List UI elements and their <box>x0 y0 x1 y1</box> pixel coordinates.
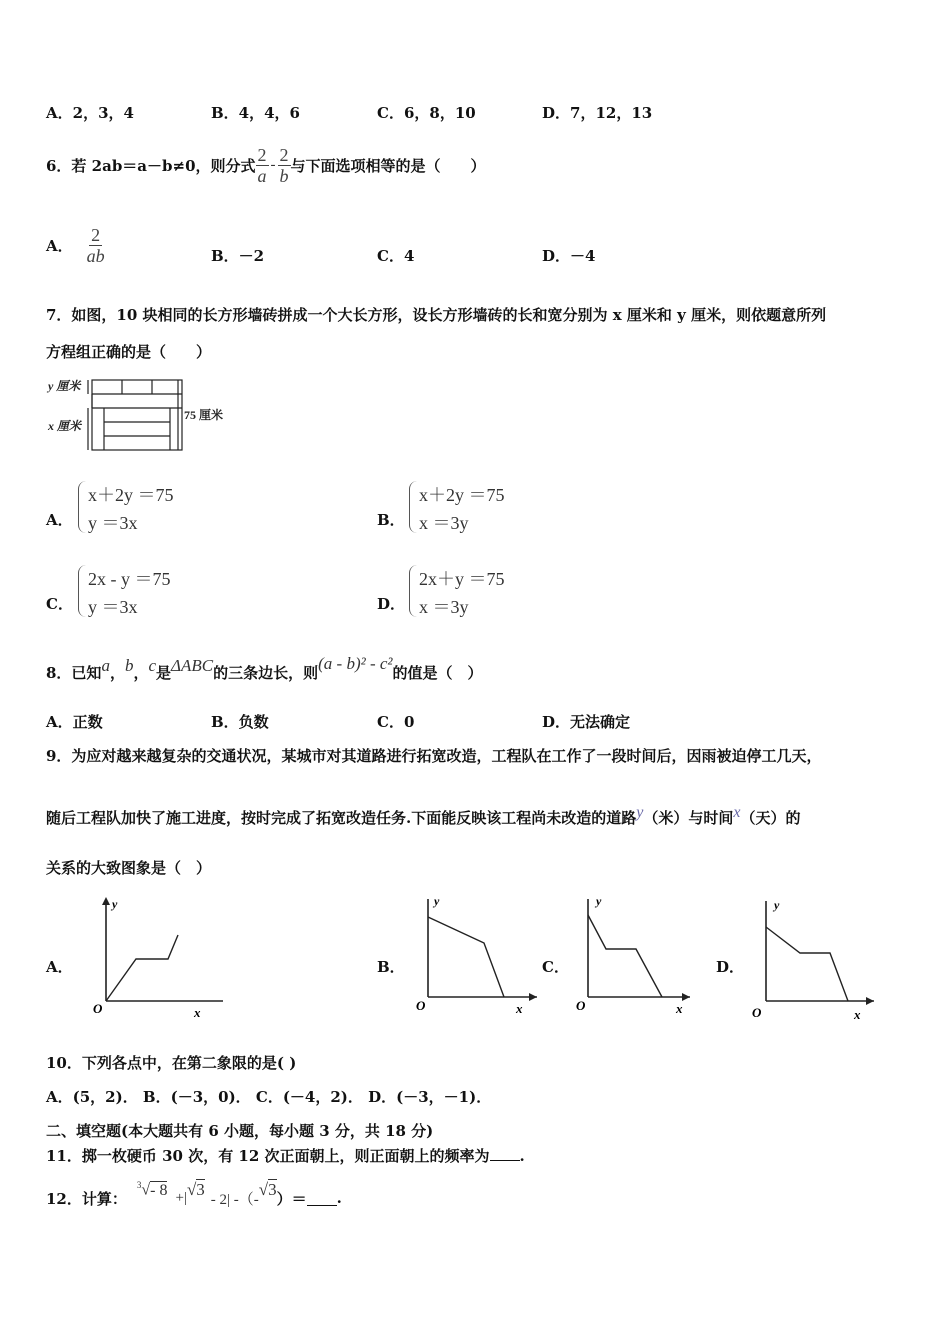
var-x: x <box>733 804 741 821</box>
svg-text:x: x <box>676 1001 683 1016</box>
svg-text:x: x <box>194 1005 201 1020</box>
question-12: 12．计算： $^3$√- 8 +| √3 - 2| -（- √3 ）＝ . <box>46 1180 342 1208</box>
q9-graph-c <box>572 893 697 1023</box>
question-10-stem: 10．下列各点中，在第二象限的是( ) <box>46 1054 297 1072</box>
question-10-options: A．(5，2)． B．(－3，0)． C．(－4，2)． D．(－3，－1)． <box>46 1088 492 1106</box>
var-y: y <box>636 804 644 821</box>
q6-option-a: A． $\frac{2}{ab}$ <box>46 224 105 266</box>
q6-minus: - <box>270 156 276 173</box>
q5-option-d: D．7，12，13 <box>542 104 653 122</box>
question-9-line-3: 关系的大致图象是（ ） <box>46 859 212 877</box>
q6-option-c: C．4 <box>377 247 415 265</box>
sqrt-3-first: √3 <box>186 1180 205 1199</box>
svg-text:y: y <box>112 897 118 911</box>
q7-option-c-label: C． <box>46 595 73 613</box>
q7-option-d-system: 2x＋y ＝75 x ＝3y <box>409 565 505 621</box>
q7-option-c-system: 2x - y ＝75 y ＝3x <box>78 565 171 621</box>
q8-option-c: C．0 <box>377 713 415 731</box>
q7-option-a-label: A． <box>46 511 73 529</box>
q9-graph-b <box>412 893 542 1023</box>
q9-option-c-label: C． <box>542 958 569 976</box>
q7-option-d-label: D． <box>377 595 406 613</box>
q8-option-d: D．无法确定 <box>542 713 631 731</box>
q9-graph-d <box>748 893 878 1023</box>
answer-blank <box>307 1191 337 1206</box>
svg-text:y: y <box>434 894 440 908</box>
svg-text:y: y <box>596 894 602 908</box>
q6-option-d: D．－4 <box>542 247 596 265</box>
q9-option-b-label: B． <box>377 958 405 976</box>
q5-option-c: C．6，8，10 <box>377 104 476 122</box>
svg-text:O: O <box>416 998 426 1013</box>
svg-text:x: x <box>516 1001 523 1016</box>
q7-brick-figure <box>46 372 246 452</box>
question-7-line-2: 方程组正确的是（ ） <box>46 343 212 361</box>
question-9-line-2: 随后工程队加快了施工进度，按时完成了拓宽改造任务.下面能反映该工程尚未改造的道路y（米）与时间x（天）的 <box>46 804 801 827</box>
q7-option-b-system: x＋2y ＝75 x ＝3y <box>409 481 505 537</box>
q6-suffix: 与下面选项相等的是（ ） <box>290 156 486 175</box>
x-cm-label: x 厘米 <box>48 419 82 433</box>
svg-text:x: x <box>854 1007 861 1022</box>
section-2-heading: 二、填空题(本大题共有 6 小题，每小题 3 分，共 18 分) <box>46 1122 434 1140</box>
q8-option-a: A．正数 <box>46 713 103 731</box>
svg-text:O: O <box>576 998 586 1013</box>
answer-blank <box>490 1146 520 1161</box>
q9-graph-a <box>88 893 228 1023</box>
q6-fraction-2: $\frac{2}{b}$ <box>279 144 289 186</box>
var-b: b <box>124 656 134 675</box>
expression: (a - b)² - c² <box>318 654 393 673</box>
sqrt-3-second: √3 <box>258 1180 277 1199</box>
q9-option-d-label: D． <box>716 958 745 976</box>
q6-prefix: 6．若 2ab＝a－b≠0，则分式 <box>46 156 256 175</box>
svg-text:y: y <box>774 898 780 912</box>
question-7-line-1: 7．如图，10 块相同的长方形墙砖拼成一个大长方形，设长方形墙砖的长和宽分别为 x 厘米和 y 厘米，则依题意所列 <box>46 306 827 324</box>
var-c: c <box>148 656 157 675</box>
q9-option-a-label: A． <box>46 958 73 976</box>
q7-option-b-label: B． <box>377 511 405 529</box>
question-8-stem: 8．已知 a ， b ， c 是 ΔABC 的三条边长，则 (a - b)² - c² 的值是（ ） <box>46 654 483 682</box>
svg-text:O: O <box>752 1005 762 1020</box>
height-75-label: 75 厘米 <box>184 408 224 422</box>
y-cm-label: y 厘米 <box>48 379 81 393</box>
question-11: 11．掷一枚硬币 30 次，有 12 次正面朝上，则正面朝上的频率为 . <box>46 1147 525 1165</box>
q5-option-a: A．2，3，4 <box>46 104 134 122</box>
question-9-line-1: 9．为应对越来越复杂的交通状况，某城市对其道路进行拓宽改造，工程队在工作了一段时间后，因雨被迫停工几天， <box>46 747 822 765</box>
triangle-abc: ΔABC <box>171 656 214 675</box>
q8-option-b: B．负数 <box>211 713 269 731</box>
question-6-stem <box>46 140 486 190</box>
svg-text:O: O <box>93 1001 103 1016</box>
cube-root-neg-8: $^3$√- 8 <box>136 1180 168 1199</box>
q6-fraction-1: $\frac{2}{a}$ <box>257 144 267 186</box>
q6-option-b: B．－2 <box>211 247 265 265</box>
var-a: a <box>101 656 110 675</box>
brick-diagram <box>46 372 246 452</box>
q6-option-a-fraction: $\frac{2}{ab}$ <box>86 224 105 266</box>
q5-option-b: B．4，4，6 <box>211 104 300 122</box>
q7-option-a-system: x＋2y ＝75 y ＝3x <box>78 481 174 537</box>
